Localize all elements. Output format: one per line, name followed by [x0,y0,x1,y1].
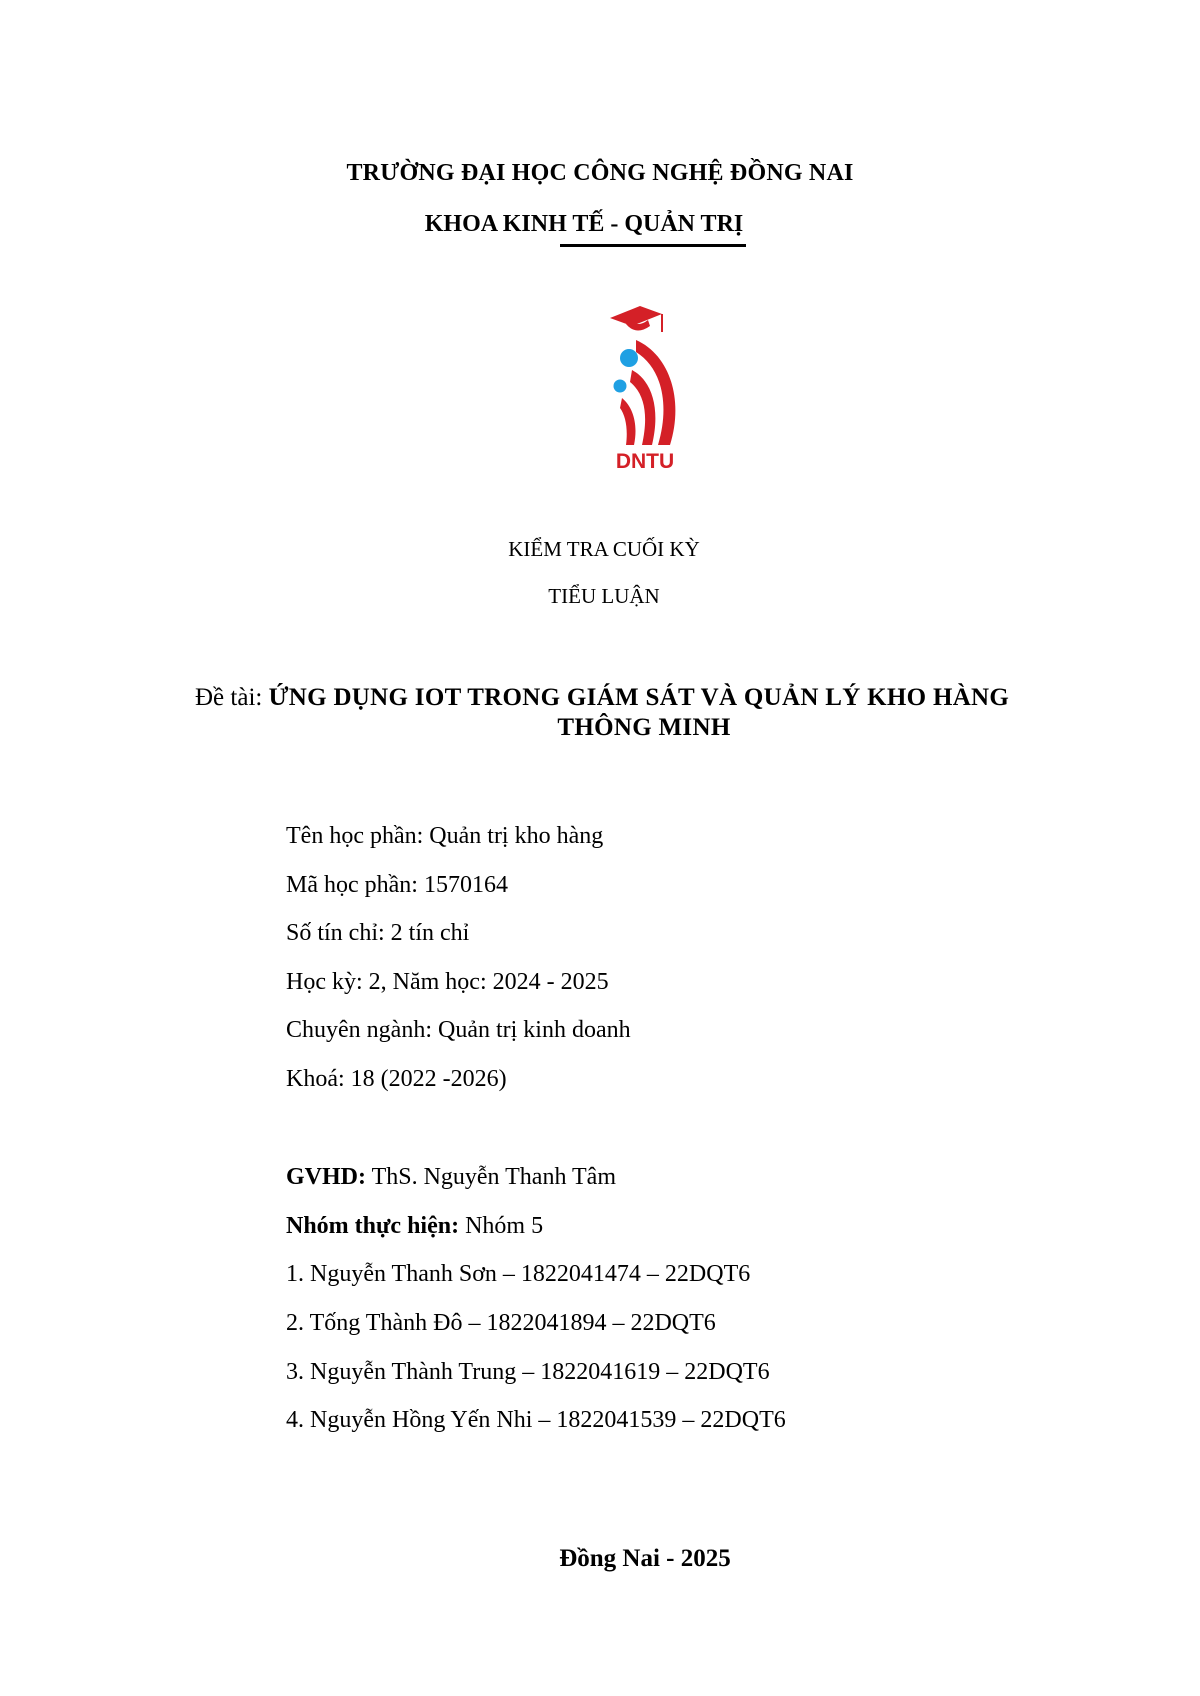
topic-title-line1: ỨNG DỤNG IOT TRONG GIÁM SÁT VÀ QUẢN LÝ KHO HÀNG [268,684,1010,711]
advisor [286,1153,786,1202]
university-name: TRƯỜNG ĐẠI HỌC CÔNG NGHỆ ĐỒNG NAI [346,160,854,186]
group [286,1202,786,1251]
team-member: 1. Nguyễn Thanh Sơn – 1822041474 – 22DQT6 [286,1261,751,1288]
faculty-name: KHOA KINH TẾ - QUẢN TRỊ [424,211,744,237]
group-value: Nhóm 5 [459,1212,544,1239]
advisor-label: GVHD: [286,1164,366,1190]
team-member: 4. Nguyễn Hồng Yến Nhi – 1822041539 – 22DQT6 [286,1407,786,1434]
place-year: Đồng Nai - 2025 [559,1545,731,1572]
course-info [286,812,631,1103]
logo-cap [610,306,662,326]
team-member: 3. Nguyễn Thành Trung – 1822041619 – 22DQT6 [286,1358,770,1385]
course-semester: Học kỳ: 2, Năm học: 2024 - 2025 [286,968,609,995]
course-major: Chuyên ngành: Quản trị kinh doanh [286,1017,631,1043]
course-credits: Số tín chỉ: 2 tín chỉ [286,920,470,946]
topic-title-line2: THÔNG MINH [557,714,731,741]
course-code: Mã học phần: 1570164 [286,871,508,898]
exam-title: KIỂM TRA CUỐI KỲ [508,537,700,561]
course-name: Tên học phần: Quản trị kho hàng [286,823,604,849]
document-type: TIỂU LUẬN [548,584,660,608]
dntu-logo [600,300,690,480]
team-member: 2. Tống Thành Đô – 1822041894 – 22DQT6 [286,1310,716,1337]
group-label: Nhóm thực hiện: [286,1212,460,1239]
advisor-value: ThS. Nguyễn Thanh Tâm [366,1164,616,1190]
logo-blue-circle-small [614,380,627,393]
logo-arc-inner [620,398,636,445]
course-cohort: Khoá: 18 (2022 -2026) [286,1065,507,1092]
faculty-underline [560,244,746,247]
team-info [286,1153,786,1445]
logo-text: DNTU [615,450,675,473]
topic [195,680,1095,716]
logo-blue-circle-large [620,349,638,367]
topic-label: Đề tài: [195,684,269,711]
